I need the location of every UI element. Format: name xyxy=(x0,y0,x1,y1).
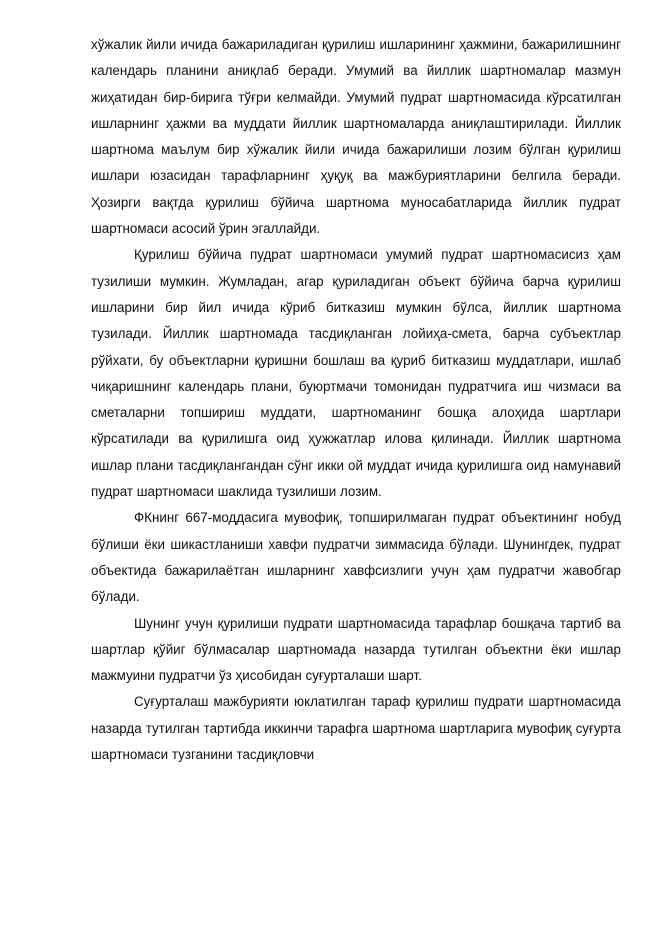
paragraph-3: ФКнинг 667-моддасига мувофиқ, топширилмаган пудрат объектининг нобуд бўлиши ёки шикастланиши хавфи пудратчи зиммасида бўлади. Шунингдек, пудрат объектида бажарилаётган ишларнинг хавфсизлиги учун ҳам пудратчи жавобгар бўлади. xyxy=(91,510,621,605)
paragraph-4: Шунинг учун қурилиши пудрати шартномасида тарафлар бошқача тартиб ва шартлар қўйиг бўлмасалар шартномада назарда тутилган объектни ёки ишлар мажмуини пудратчи ўз ҳисобидан суғурталаши шарт. xyxy=(91,615,621,684)
document-page xyxy=(91,32,621,768)
paragraph-1: хўжалик йили ичида бажариладиган қурилиш ишларининг ҳажмини, бажарилишнинг календарь планини аниқлаб беради. Умумий ва йиллик шартномалар мазмун жиҳатидан бир-бирига тўғри келмайди. Умумий пудрат шартномасида кўрсатилган ишларнинг ҳажми ва муддати йиллик шартномаларда аниқлаштирилади. Йиллик шартнома маълум бир хўжалик йили ичида бажарилиши лозим бўлган қурилиш ишлари юзасидан тарафларнинг ҳуқуқ ва мажбуриятларини белгила беради. Ҳозирги вақтда қурилиш бўйича шартнома муносабатларида йиллик пудрат шартномаси асосий ўрин эгаллайди. xyxy=(91,37,621,237)
paragraph-2: Қурилиш бўйича пудрат шартномаси умумий пудрат шартномасисиз ҳам тузилиши мумкин. Жумладан, агар қуриладиган объект бўйича барча қурилиш ишларини бир йил ичида кўриб битказиш мумкин бўлса, йиллик шартнома тузилади. Йиллик шартномада тасдиқланган лойиҳа-смета, барча субъектлар рўйхати, бу объектларни қуришни бошлаш ва қуриб битказиш муддатлари, ишлаб чиқаришнинг календарь плани, буюртмачи томонидан пудратчига иш чизмаси ва сметаларни топшириш муддати, шартноманинг бошқа алоҳида шартлари кўрсатилади ва қурилишга оид ҳужжатлар илова қилинади. Йиллик шартнома ишлар плани тасдиқлангандан сўнг икки ой муддат ичида қурилишга оид намунавий пудрат шартномаси шаклида тузилиши лозим. xyxy=(91,247,621,500)
paragraph-5: Суғурталаш мажбурияти юклатилган тараф қурилиш пудрати шартномасида назарда тутилган тартибда иккинчи тарафга шартнома шартларига мувофиқ суғурта шартномаси тузганини тасдиқловчи xyxy=(91,694,621,763)
